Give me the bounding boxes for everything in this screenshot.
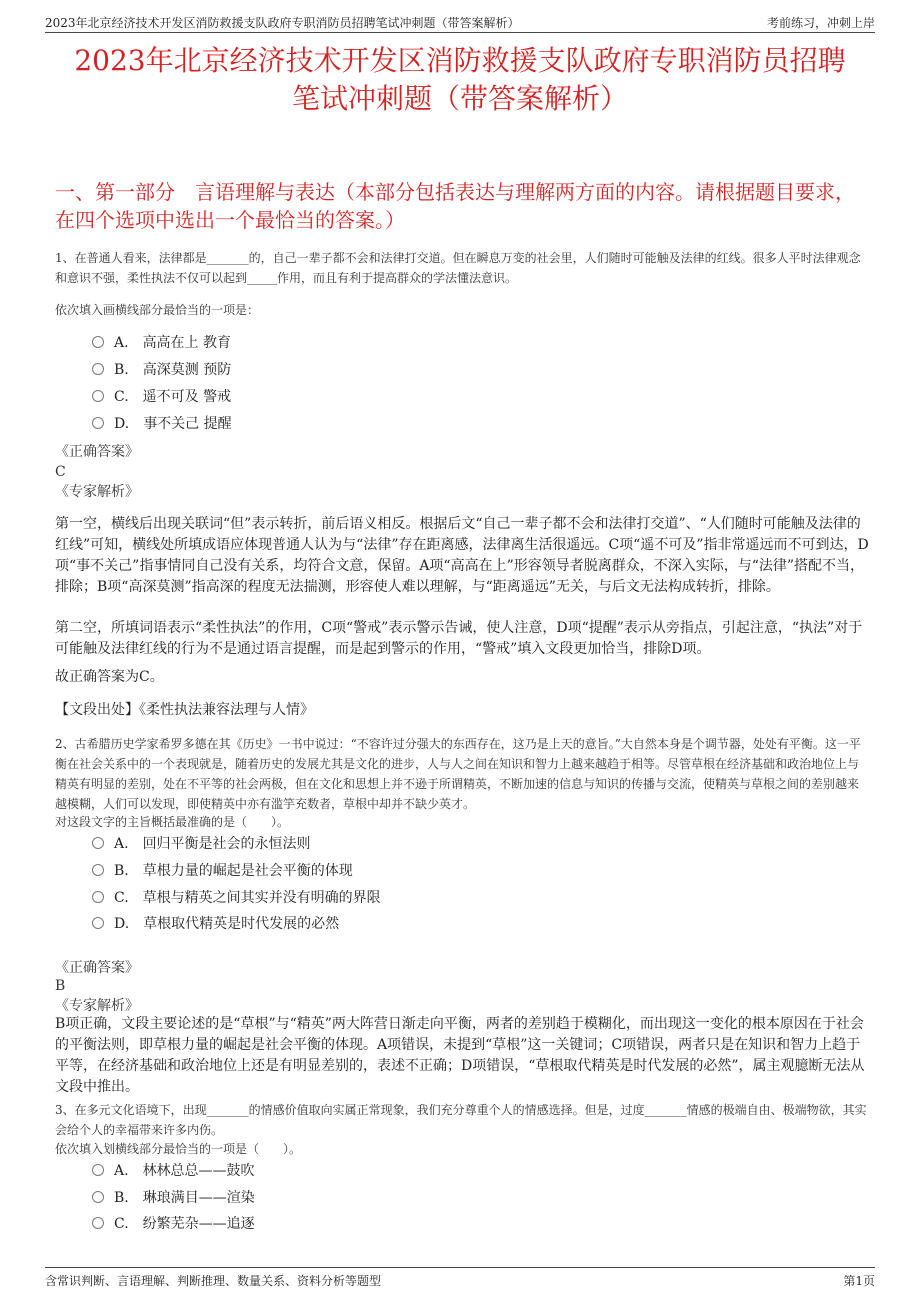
header-slogan: 考前练习，冲刺上岸 bbox=[766, 16, 875, 30]
title-line-2: 笔试冲刺题（带答案解析） bbox=[291, 82, 628, 115]
q2-option-d[interactable]: D. 草根取代精英是时代发展的必然 bbox=[92, 913, 339, 935]
q1-option-c[interactable]: C. 遥不可及 警戒 bbox=[92, 386, 231, 408]
radio-icon[interactable] bbox=[92, 1217, 104, 1229]
q3-prompt: 依次填入划横线部分最恰当的一项是（ ）。 bbox=[55, 1142, 302, 1156]
q2-answer-label: 《正确答案》 bbox=[55, 960, 139, 976]
q2-analysis: B项正确，文段主要论述的是“草根”与“精英”两大阵营日渐走向平衡，两者的差别趋于模糊化，而出现这一变化的根本原因在于社会的平衡法则，即草根力量的崛起是社会平衡的体现。A项错误，未提到“草根”这一关键词；C项错误，两者只是在知识和智力上趋于平等，在经济基础和政治地位上还是有明显差别的，表述不正确；D项错误，“草根取代精英是时代发展的必然”，属主观臆断无法从文段中推出。 bbox=[55, 1016, 865, 1095]
q2-answer: B bbox=[55, 978, 66, 994]
radio-icon[interactable] bbox=[92, 390, 104, 402]
page-header bbox=[45, 10, 875, 33]
radio-icon[interactable] bbox=[92, 864, 104, 876]
q2-option-b[interactable]: B. 草根力量的崛起是社会平衡的体现 bbox=[92, 860, 353, 882]
q2-stem: 2、古希腊历史学家希罗多德在其《历史》一书中说过：“不容许过分强大的东西存在，这乃是上天的意旨。”大自然本身是个调节器，处处有平衡。这一平衡在社会关系中的一个表现就是，随着历史的发展尤其是文化的进步，人与人之间在知识和智力上越来越趋于相等。尽管草根在经济基础和政治地位上与精英有明显的差别，处在不平等的社会两极，但在文化和思想上并不逊于所谓精英，不断加速的信息与知识的传播与交流，使精英与草根之间的差别越来越模糊，人们可以发现，即使精英中亦有滥竽充数者，草根中却并不缺少英才。 bbox=[55, 737, 861, 811]
q1-conclusion: 故正确答案为C。 bbox=[55, 669, 164, 685]
radio-icon[interactable] bbox=[92, 917, 104, 929]
q2-option-c[interactable]: C. 草根与精英之间其实并没有明确的界限 bbox=[92, 887, 381, 909]
radio-icon[interactable] bbox=[92, 363, 104, 375]
q1-analysis-2: 第二空，所填词语表示“柔性执法”的作用，C项“警戒”表示警示告诫，使人注意，D项“提醒”表示从旁指点，引起注意，“执法”对于可能触及法律红线的行为不是通过语言提醒，而是起到警示的作用，“警戒”填入文段更加恰当，排除D项。 bbox=[55, 620, 863, 657]
radio-icon[interactable] bbox=[92, 336, 104, 348]
q1-source: 【文段出处】《柔性执法兼容法理与人情》 bbox=[55, 702, 314, 718]
radio-icon[interactable] bbox=[92, 417, 104, 429]
q1-option-b[interactable]: B. 高深莫测 预防 bbox=[92, 359, 231, 381]
q2-analysis-label: 《专家解析》 bbox=[55, 998, 139, 1014]
q1-answer-label: 《正确答案》 bbox=[55, 444, 139, 460]
q1-answer: C bbox=[55, 464, 66, 480]
q3-stem: 3、在多元文化语境下，出现_______的情感价值取向实属正常现象，我们充分尊重个人的情感选择。但是，过度_______情感的极端自由、极端物欲，其实会给个人的幸福带来许多内伤。 bbox=[55, 1103, 867, 1137]
q1-analysis-label: 《专家解析》 bbox=[55, 484, 139, 500]
page-title bbox=[20, 42, 900, 118]
q3-option-b[interactable]: B. 琳琅满目——渲染 bbox=[92, 1187, 255, 1209]
page-number: 第1页 bbox=[843, 1274, 875, 1288]
q3-option-c[interactable]: C. 纷繁芜杂——追逐 bbox=[92, 1213, 255, 1235]
page-footer bbox=[45, 1267, 875, 1288]
q1-prompt: 依次填入画横线部分最恰当的一项是： bbox=[55, 303, 260, 317]
q3-option-a[interactable]: A. 林林总总——鼓吹 bbox=[92, 1160, 255, 1182]
title-line-1: 2023年北京经济技术开发区消防救援支队政府专职消防员招聘 bbox=[74, 44, 846, 77]
q1-option-d[interactable]: D. 事不关己 提醒 bbox=[92, 413, 232, 435]
radio-icon[interactable] bbox=[92, 837, 104, 849]
radio-icon[interactable] bbox=[92, 1164, 104, 1176]
q1-option-a[interactable]: A. 高高在上 教育 bbox=[92, 332, 231, 354]
q2-option-a[interactable]: A. 回归平衡是社会的永恒法则 bbox=[92, 833, 311, 855]
q1-analysis-1: 第一空，横线后出现关联词“但”表示转折，前后语义相反。根据后文“自己一辈子都不会和法律打交道”、“人们随时可能触及法律的红线”可知，横线处所填成语应体现普通人认为与“法律”存在距离感，法律离生活很遥远。C项“遥不可及”指非常遥远而不可到达，D项“事不关己”指事情同自己没有关系，均符合文意，保留。A项“高高在上”形容领导者脱离群众，不深入实际，与“法律”搭配不当，排除；B项“高深莫测”指高深的程度无法揣测，形容使人难以理解，与“距离遥远”无关，与后文无法构成转折，排除。 bbox=[55, 516, 869, 595]
header-doc-title: 2023年北京经济技术开发区消防救援支队政府专职消防员招聘笔试冲刺题（带答案解析） bbox=[45, 16, 520, 30]
radio-icon[interactable] bbox=[92, 1191, 104, 1203]
footer-description: 含常识判断、言语理解、判断推理、数量关系、资料分析等题型 bbox=[45, 1274, 382, 1288]
q2-prompt: 对这段文字的主旨概括最准确的是（ ）。 bbox=[55, 815, 290, 829]
radio-icon[interactable] bbox=[92, 891, 104, 903]
q1-stem: 1、在普通人看来，法律都是_______的，自己一辈子都不会和法律打交道。但在瞬息万变的社会里，人们随时可能触及法律的红线。很多人平时法律观念和意识不强，柔性执法不仅可以起到_____作用，而且有利于提高群众的学法懂法意识。 bbox=[55, 251, 861, 285]
section-heading: 一、第一部分 言语理解与表达（本部分包括表达与理解两方面的内容。请根据题目要求，在四个选项中选出一个最恰当的答案。） bbox=[55, 180, 855, 232]
